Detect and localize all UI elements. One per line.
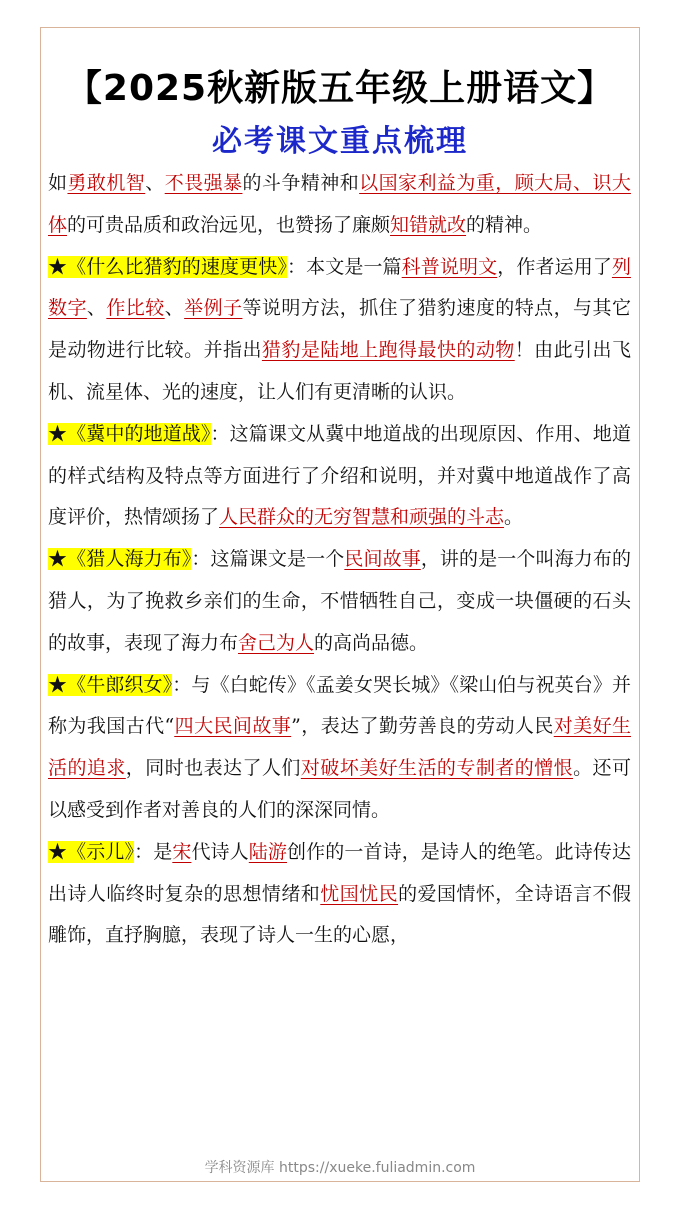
key-phrase: 忧国忧民 — [320, 882, 399, 905]
text-segment: ：本文是一篇 — [286, 255, 402, 278]
text-segment: 的高尚品德。 — [314, 631, 429, 654]
lesson-heading: ★《什么比猎豹的速度更快》 — [48, 255, 287, 278]
key-phrase: 对美好生活的追求 — [48, 715, 631, 780]
paragraph-cowherd-weaver — [48, 665, 631, 832]
text-segment: 、 — [164, 297, 185, 320]
key-phrase: 列数字 — [48, 255, 631, 320]
paragraph-shier — [48, 832, 631, 957]
text-segment: 、 — [86, 297, 107, 320]
text-segment: ，作者运用了 — [497, 255, 612, 278]
lesson-heading: ★《猎人海力布》 — [48, 548, 192, 571]
key-phrase: 民间故事 — [344, 548, 421, 571]
text-segment: 如 — [48, 172, 68, 194]
text-segment: 。还可以感受到作者对善良的人们的深深同情。 — [48, 757, 631, 821]
page-subtitle: 必考课文重点梳理 — [212, 124, 468, 159]
text-segment: 等说明方法，抓住了猎豹速度的特点，与其它是动物进行比较。并指出 — [48, 297, 631, 362]
text-segment: 的可贵品质和政治远见，也赞扬了廉颇 — [67, 213, 391, 236]
text-segment: ，讲的是一个叫海力布的猎人，为了挽救乡亲们的生命，不惜牺牲自己，变成一块僵硬的石头的故事，表现了海力布 — [48, 548, 631, 654]
text-segment: 。 — [504, 506, 524, 529]
page-title: 【2025秋新版五年级上册语文】 — [65, 68, 615, 109]
text-segment: 的斗争精神和 — [242, 172, 360, 194]
key-phrase: 人民群众的无穷智慧和顽强的斗志 — [219, 506, 505, 529]
paragraph-cheetah — [48, 247, 631, 414]
key-phrase: 知错就改 — [390, 213, 467, 236]
key-phrase: 勇敢机智 — [67, 172, 146, 194]
text-segment: 代诗人 — [191, 840, 249, 863]
text-segment: ：这篇课文从冀中地道战的出现原因、作用、地道的样式结构及特点等方面进行了介绍和说明，并对冀中地道战作了高度评价，热情颂扬了 — [48, 422, 631, 529]
key-phrase: 猎豹是陆地上跑得最快的动物 — [261, 339, 515, 362]
document-body — [48, 163, 631, 957]
key-phrase: 对破坏美好生活的专制者的憎恨 — [300, 757, 574, 780]
lesson-heading: ★《示儿》 — [48, 840, 135, 863]
text-segment: ”，表达了勤劳善良的劳动人民 — [291, 715, 554, 738]
footer-watermark: 学科资源库 https://xueke.fuliadmin.com — [204, 1160, 476, 1176]
lesson-heading: ★《牛郎织女》 — [48, 673, 173, 696]
text-segment: 创作的一首诗，是诗人的绝笔。此诗传达出诗人临终时复杂的思想情绪和 — [48, 840, 631, 905]
key-phrase: 作比较 — [106, 297, 165, 320]
key-phrase: 科普说明文 — [401, 255, 498, 278]
text-segment: 的精神。 — [466, 213, 543, 236]
key-phrase: 四大民间故事 — [174, 715, 292, 738]
key-phrase: 宋 — [172, 840, 192, 863]
paragraph-intro-continuation — [48, 163, 631, 247]
key-phrase: 不畏强暴 — [164, 172, 243, 194]
text-segment: 、 — [145, 172, 165, 194]
text-segment: ：与《白蛇传》《孟姜女哭长城》《梁山伯与祝英台》并称为我国古代“ — [48, 673, 631, 738]
key-phrase: 舍己为人 — [238, 631, 315, 654]
text-segment: 的爱国情怀，全诗语言不假雕饰，直抒胸臆，表现了诗人一生的心愿， — [48, 882, 631, 947]
text-segment: ：是 — [134, 840, 173, 863]
key-phrase: 陆游 — [248, 840, 288, 863]
lesson-heading: ★《冀中的地道战》 — [48, 422, 211, 445]
text-segment: ，同时也表达了人们 — [125, 757, 301, 780]
text-segment: ！由此引出飞机、流星体、光的速度，让人们有更清晰的认识。 — [48, 339, 631, 403]
key-phrase: 举例子 — [184, 297, 243, 320]
paragraph-hailibu — [48, 539, 631, 664]
key-phrase: 以国家利益为重，顾大局、识大体 — [48, 172, 631, 236]
text-segment: ：这篇课文是一个 — [191, 548, 345, 571]
paragraph-tunnel-warfare — [48, 414, 631, 539]
